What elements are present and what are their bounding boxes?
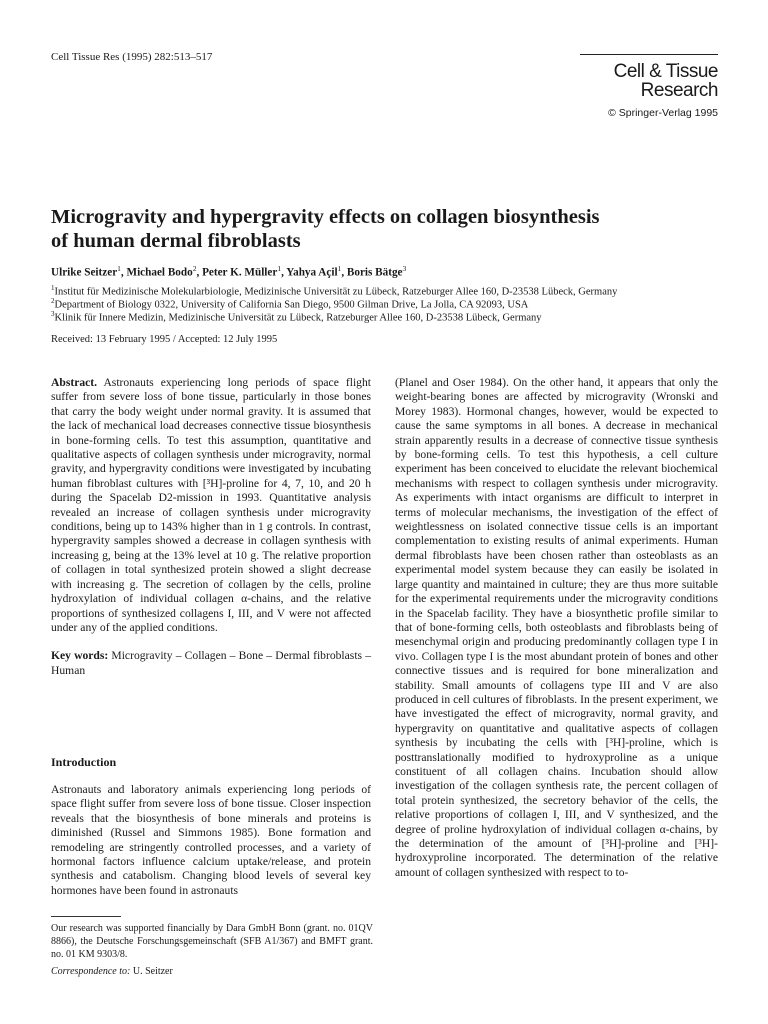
author-affiliation-mark: 1 [117,264,121,273]
author-affiliation-mark: 1 [337,264,342,273]
affiliation-text: Department of Biology 0322, University of California San Diego, 9500 Gilman Drive, La Jolla, CA 92093, USA [54,299,529,311]
author-name: Yahya Açil [286,266,338,279]
article-title [51,205,721,253]
affiliation [51,308,731,325]
correspondence-name: U. Seitzer [132,966,173,977]
abstract-label: Abstract. [51,376,98,389]
journal-logo-line2: Research [640,80,718,101]
affiliation-text: Institut für Medizinische Molekularbiologie, Medizinische Universität zu Lübeck, Ratzeburger Allee 160, D-23538 Lübeck, Germany [54,286,618,298]
abstract-text: Astronauts experiencing long periods of space flight suffer from severe loss of bone tissue, particularly in those bones that carry the body weight under normal gravity. It is assumed that the lack of mechanical load decreases connective tissue biosynthesis in bone-forming cells. To test this assumption, quantitative and qualitative aspects of collagen synthesis under microgravity, normal gravity, and hypergravity conditions were investigated by incubating human fibroblast cultures with [³H]-proline for 4, 7, 10, and 20 h during the Spacelab D2-mission in 1993. Quantitative analysis revealed an increase of collagen synthesis under microgravity conditions, being up to 143% higher than in 1 g controls. In contrast, hypergravity samples showed a decrease in collagen synthesis with increasing g, being at the 13% level at 10 g. The relative proportion of collagen in total synthesized protein showed a slight decrease with increasing g. The secretion of collagen by the cells, proline hydroxylation of individual collagen α-chains, and the relative proportions of synthesized collagens I, III, and V were not affected under any of the applied conditions. [51,376,371,634]
author-list: Ulrike Seitzer$^1$, Michael Bodo$^2$, Peter K. Müller$^1$, Yahya Açil$^1$, Boris Bätge$^3$ [51,264,407,279]
section-heading-introduction: Introduction [51,755,117,769]
title-line-2: of human dermal fibroblasts [51,230,301,252]
author-name: Ulrike Seitzer [51,266,118,279]
author-affiliation-mark: 1 [277,264,282,273]
journal-rule [580,54,718,55]
funding-footnote: Our research was supported financially by Dara GmbH Bonn (grant. no. 01QV 8866), the Deutsche Forschungsgemeinschaft (SFB A1/367) and BMFT grant. no. 01 KM 9303/8. [51,923,373,960]
affiliation-mark: 3 [51,310,55,318]
correspondence-label: Correspondence to: [51,966,131,977]
keywords-text: Microgravity – Collagen – Bone – Dermal fibroblasts – Human [51,649,371,677]
received-dates: Received: 13 February 1995 / Accepted: 12 July 1995 [51,334,278,345]
abstract [51,376,371,635]
affiliation-mark: 1 [51,284,55,292]
title-line-1: Microgravity and hypergravity effects on collagen biosynthesis [51,206,600,228]
introduction-text: Astronauts and laboratory animals experiencing long periods of space flight suffer from severe loss of bone tissue. Closer inspection reveals that the biosynthesis of bone minerals and proteins is diminished (Russel and Simmons 1985). Bone formation and remodeling are stringently controlled processes, and a variety of hormonal factors influence calcium uptake/release, and protein synthesis and catabolism. Changing blood levels of several key hormones have been found in astronauts [51,783,371,897]
author-name: Peter K. Müller [202,266,278,279]
author-affiliation-mark: 3 [402,264,407,273]
keywords-label: Key words: [51,649,109,663]
keywords [51,649,371,678]
journal-logo-line1: Cell & Tissue [613,61,718,82]
right-column-text: (Planel and Oser 1984). On the other hand, it appears that only the weight-bearing bones are affected by microgravity (Wronski and Morey 1983). Hormonal changes, however, would be expected to cause the same symptoms in all bones. A decrease in mechanical strain apparently results in a decrease of connective tissue synthesis by bone-forming cells. To test this hypothesis, a cell culture experiment has been conceived to elucidate the relevant biochemical mechanisms with respect to collagen synthesis under microgravity. As experiments with intact organisms are difficult to interpret in terms of molecular mechanisms, the investigation of the effect of weightlessness on isolated connective tissue cells is an important complementation to existing results of animal experiments. Human dermal fibroblasts have been chosen rather than osteoblasts as an experimental model system because they can easily be isolated in large quantity and maintained in culture; they are thus more suitable for the experimental requirements under the microgravity conditions in the Spacelab facility. They have a biosynthetic profile similar to that of bone-forming cells, both osteoblasts and fibroblasts being of mesenchymal origin and producing predominantly collagen type I in vivo. Collagen type I is the most abundant protein of bones and other connective tissues and is required for bone mineralization and stability. Small amounts of collagens type III and V are also produced in cell cultures of fibroblasts. In the present experiment, we have investigated the effect of microgravity, normal gravity, and hypergravity on quantitative and qualitative aspects of collagen synthesis by incubating the cells with [³H]-proline, which is posttranslationally modified to hydroxyproline as a unique constituent of all collagen chains. Incubation should allow investigation of the collagen synthesis rate, the percent collagen of total protein synthesized, the secretory behavior of the cells, the relative proportions of collagen I, III, and V synthesized, and the degree of proline hydroxylation of individual collagen α-chains, by the determination of the amount of [³H]-proline and [³H]-hydroxyproline incorporated. The determination of the relative amount of collagen synthesized with respect to to- [395,376,718,879]
footnote-rule [51,916,121,917]
affiliation-mark: 2 [51,297,55,305]
author-affiliation-mark: 2 [192,264,197,273]
author-name: Boris Bätge [346,266,403,279]
correspondence-note [51,966,173,977]
affiliation-text: Klinik für Innere Medizin, Medizinische Universität zu Lübeck, Ratzeburger Allee 160, D-23538 Lübeck, Germany [54,312,542,324]
abstract-column [51,376,371,678]
copyright: © Springer-Verlag 1995 [608,107,718,119]
author-name: Michael Bodo [126,266,193,279]
journal-citation: Cell Tissue Res (1995) 282:513–517 [51,51,213,63]
